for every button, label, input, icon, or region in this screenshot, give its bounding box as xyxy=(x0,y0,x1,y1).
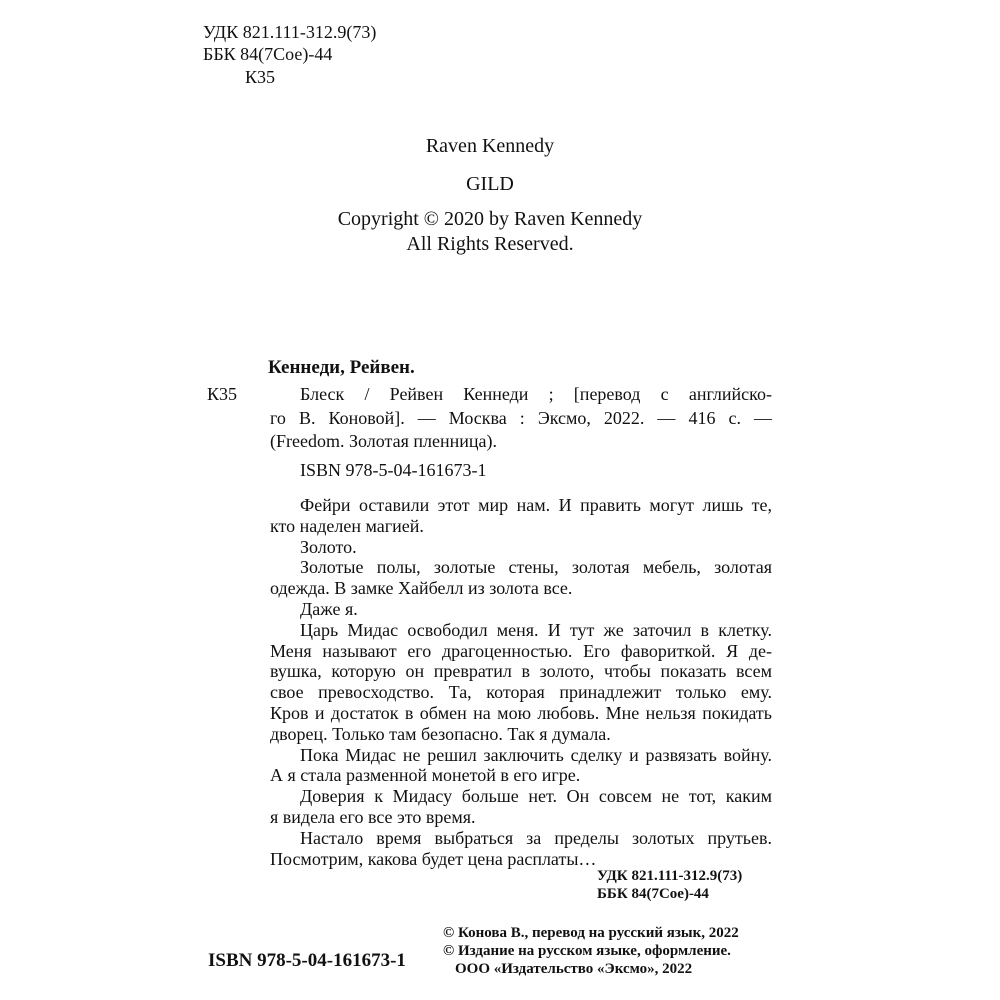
footer-copyright-edition: © Издание на русском языке, оформление. xyxy=(443,943,731,959)
annotation xyxy=(270,495,772,869)
annotation-line: Царь Мидас освободил меня. И тут же заточил в клетку. xyxy=(300,619,772,640)
footer-copyright-translation: © Конова В., перевод на русский язык, 2022 xyxy=(443,925,739,941)
annotation-line: я видела его все это время. xyxy=(270,806,476,827)
annotation-line: Доверия к Мидасу больше нет. Он совсем не тот, каким xyxy=(300,786,772,807)
annotation-line: одежда. В замке Хайбелл из золота все. xyxy=(270,578,573,599)
footer-isbn: ISBN 978-5-04-161673-1 xyxy=(208,950,406,971)
catalog-heading: Кеннеди, Рейвен. xyxy=(268,357,415,378)
top-bbk: ББК 84(7Сое)-44 xyxy=(203,44,333,64)
annotation-line: Даже я. xyxy=(300,598,358,619)
annotation-line: Меня называют его драгоценностью. Его фавориткой. Я де- xyxy=(270,640,772,661)
catalog-description-line: (Freedom. Золотая пленница). xyxy=(270,431,497,451)
catalog-author-mark: К35 xyxy=(207,384,238,404)
annotation-line: Золотые полы, золотые стены, золотая мебель, золотая xyxy=(300,557,772,578)
annotation-line: Посмотрим, какова будет цена расплаты… xyxy=(270,848,597,869)
annotation-line: А я стала разменной монетой в его игре. xyxy=(270,765,581,786)
catalog-description-line: го В. Коновой]. — Москва : Эксмо, 2022. — 416 с. — xyxy=(270,407,772,428)
annotation-line: Фейри оставили этот мир нам. И править могут лишь те, xyxy=(300,495,772,515)
top-udk: УДК 821.111-312.9(73) xyxy=(203,22,377,42)
annotation-line: вушка, которую он превратил в золото, чтобы показать всем xyxy=(270,661,772,682)
catalog-isbn: ISBN 978-5-04-161673-1 xyxy=(300,460,487,480)
original-author: Raven Kennedy xyxy=(425,135,555,157)
catalog-description xyxy=(270,383,772,454)
copyright-line: Copyright © 2020 by Raven Kennedy xyxy=(337,208,643,230)
bottom-udk: УДК 821.111-312.9(73) xyxy=(597,868,743,884)
annotation-line: Пока Мидас не решил заключить сделку и развязать войну. xyxy=(300,744,772,765)
annotation-line: свое превосходство. Та, которая принадлежит только ему. xyxy=(270,682,772,703)
original-title: GILD xyxy=(466,173,514,195)
catalog-description-line: Блеск / Рейвен Кеннеди ; [перевод с английско- xyxy=(300,384,772,404)
rights-line: All Rights Reserved. xyxy=(406,233,574,255)
annotation-line: Кров и достаток в обмен на мою любовь. Мне нельзя покидать xyxy=(270,702,772,723)
top-author-mark: К35 xyxy=(245,67,276,87)
annotation-line: Золото. xyxy=(300,536,357,557)
annotation-line: Настало время выбраться за пределы золотых прутьев. xyxy=(300,827,772,848)
annotation-line: дворец. Только там безопасно. Так я думала. xyxy=(270,723,611,744)
bottom-bbk: ББК 84(7Сое)-44 xyxy=(597,886,709,902)
footer-copyright-publisher: ООО «Издательство «Эксмо», 2022 xyxy=(455,961,693,977)
annotation-line: кто наделен магией. xyxy=(270,515,424,536)
